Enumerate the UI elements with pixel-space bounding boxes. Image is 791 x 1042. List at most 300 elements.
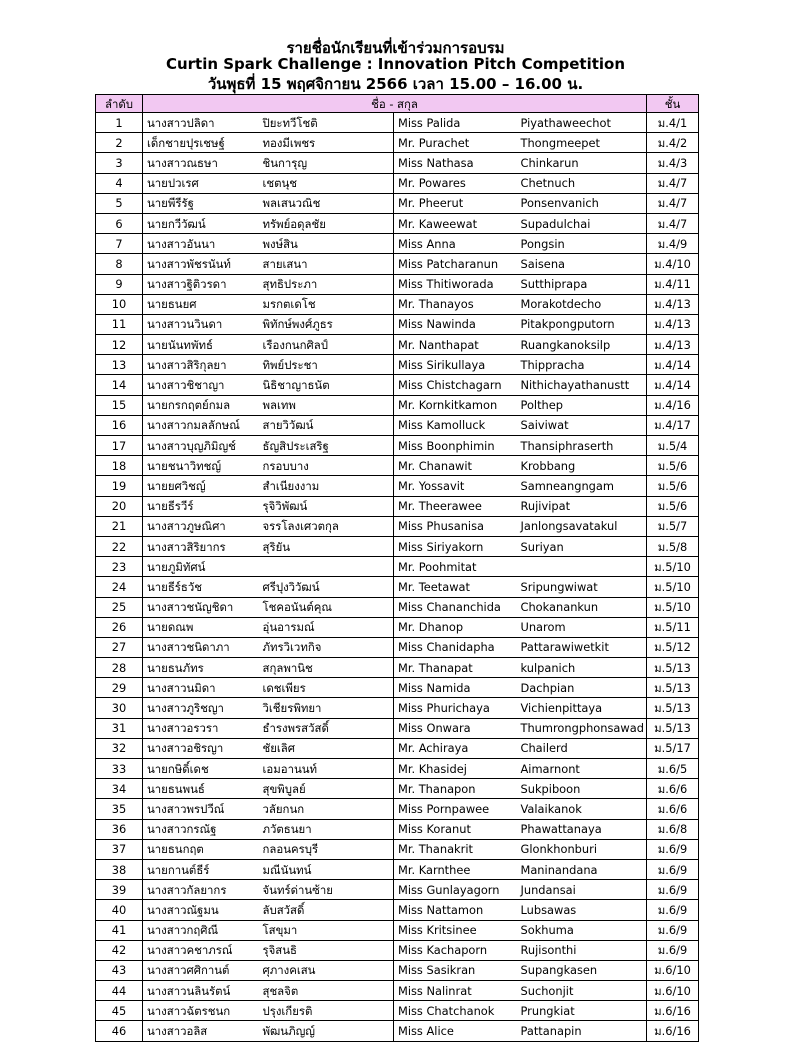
table-row [96, 859, 699, 879]
thai-first-name: นายนันทพัทธ์ [143, 335, 259, 355]
english-first-name: Miss Koranut [394, 819, 517, 839]
english-first-name: Mr. Kaweewat [394, 213, 517, 233]
thai-first-name: นางสาวชิชาญา [143, 375, 259, 395]
order-number: 37 [96, 839, 143, 859]
thai-last-name: สายวิวัฒน์ [259, 415, 394, 435]
thai-last-name: ลับสวัสดิ์ [259, 900, 394, 920]
table-row [96, 940, 699, 960]
english-last-name: Thansiphraserth [517, 436, 647, 456]
class-level: ม.5/6 [647, 476, 699, 496]
class-level: ม.4/13 [647, 294, 699, 314]
english-first-name: Mr. Chanawit [394, 456, 517, 476]
english-first-name: Miss Phurichaya [394, 698, 517, 718]
table-row [96, 314, 699, 334]
class-level: ม.5/10 [647, 597, 699, 617]
class-level: ม.6/6 [647, 799, 699, 819]
thai-first-name: นางสาวอรวรา [143, 718, 259, 738]
thai-last-name: สุขพิบูลย์ [259, 779, 394, 799]
thai-first-name: นายชนาวิทชญ์ [143, 456, 259, 476]
english-last-name: Piyathaweechot [517, 113, 647, 133]
thai-last-name: ทองมีเพชร [259, 133, 394, 153]
table-row [96, 960, 699, 980]
english-first-name: Miss Kritsinee [394, 920, 517, 940]
thai-first-name: นางสาวสิริยากร [143, 536, 259, 556]
thai-first-name: นายภูมิทัศน์ [143, 557, 259, 577]
english-first-name: Miss Chananchida [394, 597, 517, 617]
thai-last-name: มรกตเดโช [259, 294, 394, 314]
thai-last-name: พิทักษ์พงศ์ภูธร [259, 314, 394, 334]
table-row [96, 617, 699, 637]
class-level: ม.4/13 [647, 335, 699, 355]
english-first-name: Mr. Thanayos [394, 294, 517, 314]
class-level: ม.4/14 [647, 355, 699, 375]
class-level: ม.4/1 [647, 113, 699, 133]
table-row [96, 738, 699, 758]
thai-last-name: สุชลจิต [259, 981, 394, 1001]
class-level: ม.6/16 [647, 1001, 699, 1021]
thai-first-name: นางสาวอลิส [143, 1021, 259, 1041]
english-first-name: Mr. Purachet [394, 133, 517, 153]
class-level: ม.4/7 [647, 193, 699, 213]
order-number: 41 [96, 920, 143, 940]
order-number: 46 [96, 1021, 143, 1041]
order-number: 18 [96, 456, 143, 476]
table-row [96, 415, 699, 435]
order-number: 15 [96, 395, 143, 415]
thai-last-name: พลเทพ [259, 395, 394, 415]
thai-first-name: นายกษิดิ์เดช [143, 759, 259, 779]
english-last-name: Thumrongphonsawad [517, 718, 647, 738]
table-row [96, 496, 699, 516]
thai-last-name: ภวัตธนยา [259, 819, 394, 839]
thai-first-name: นายยศวิชญ์ [143, 476, 259, 496]
english-last-name: Valaikanok [517, 799, 647, 819]
order-number: 42 [96, 940, 143, 960]
english-first-name: Mr. Khasidej [394, 759, 517, 779]
thai-first-name: นางสาวภูริชญา [143, 698, 259, 718]
thai-first-name: นางสาวกฤศิณี [143, 920, 259, 940]
thai-last-name: กรอบบาง [259, 456, 394, 476]
thai-first-name: นางสาวนลินรัตน์ [143, 981, 259, 1001]
table-row [96, 173, 699, 193]
thai-last-name: อุ่นอารมณ์ [259, 617, 394, 637]
english-last-name: Chetnuch [517, 173, 647, 193]
table-row [96, 678, 699, 698]
english-first-name: Miss Kamolluck [394, 415, 517, 435]
thai-last-name: โสขุมา [259, 920, 394, 940]
thai-first-name: นางสาวกรณัฐ [143, 819, 259, 839]
thai-first-name: นายปวเรศ [143, 173, 259, 193]
class-level: ม.5/6 [647, 456, 699, 476]
english-first-name: Miss Onwara [394, 718, 517, 738]
table-row [96, 839, 699, 859]
thai-first-name: นายธีร์ธวัช [143, 577, 259, 597]
english-last-name: Janlongsavatakul [517, 516, 647, 536]
class-level: ม.4/13 [647, 314, 699, 334]
thai-first-name: นายกานต์ธีร์ [143, 859, 259, 879]
table-row [96, 113, 699, 133]
thai-last-name: เดชเพียร [259, 678, 394, 698]
table-row [96, 880, 699, 900]
table-row [96, 819, 699, 839]
english-first-name: Miss Kachaporn [394, 940, 517, 960]
table-row [96, 557, 699, 577]
class-level: ม.6/9 [647, 920, 699, 940]
order-number: 19 [96, 476, 143, 496]
english-last-name: Glonkhonburi [517, 839, 647, 859]
english-first-name: Miss Palida [394, 113, 517, 133]
order-number: 8 [96, 254, 143, 274]
class-level: ม.6/10 [647, 960, 699, 980]
table-row [96, 294, 699, 314]
english-first-name: Miss Pornpawee [394, 799, 517, 819]
english-last-name: Pattanapin [517, 1021, 647, 1041]
thai-last-name: สำเนียงงาม [259, 476, 394, 496]
thai-first-name: นางสาวชนัญชิดา [143, 597, 259, 617]
class-level: ม.4/11 [647, 274, 699, 294]
thai-last-name: พลเสนวณิช [259, 193, 394, 213]
order-number: 4 [96, 173, 143, 193]
thai-last-name: วลัยกนก [259, 799, 394, 819]
order-number: 29 [96, 678, 143, 698]
table-row [96, 698, 699, 718]
thai-first-name: นางสาวณัฐมน [143, 900, 259, 920]
english-first-name: Mr. Karnthee [394, 859, 517, 879]
order-number: 10 [96, 294, 143, 314]
english-first-name: Mr. Thanapat [394, 658, 517, 678]
english-last-name: Ponsenvanich [517, 193, 647, 213]
english-first-name: Mr. Kornkitkamon [394, 395, 517, 415]
thai-first-name: นายธนกฤต [143, 839, 259, 859]
english-last-name: Unarom [517, 617, 647, 637]
english-first-name: Mr. Powares [394, 173, 517, 193]
order-number: 35 [96, 799, 143, 819]
thai-last-name: ภัทรวิเวทกิจ [259, 637, 394, 657]
order-number: 2 [96, 133, 143, 153]
english-last-name: Sripungwiwat [517, 577, 647, 597]
table-row [96, 375, 699, 395]
thai-first-name: นางสาวบุญภิมิญช์ [143, 436, 259, 456]
thai-first-name: นายกวีวัฒน์ [143, 213, 259, 233]
thai-first-name: นางสาวชนิดาภา [143, 637, 259, 657]
class-level: ม.6/10 [647, 981, 699, 1001]
thai-first-name: นางสาวปลิดา [143, 113, 259, 133]
class-level: ม.5/13 [647, 718, 699, 738]
thai-first-name: นางสาวนวินดา [143, 314, 259, 334]
thai-first-name: นายธนพนธ์ [143, 779, 259, 799]
table-row [96, 274, 699, 294]
english-last-name: Krobbang [517, 456, 647, 476]
table-row [96, 779, 699, 799]
class-level: ม.6/9 [647, 880, 699, 900]
thai-last-name: สุริยัน [259, 536, 394, 556]
order-number: 3 [96, 153, 143, 173]
table-row [96, 133, 699, 153]
thai-last-name [259, 557, 394, 577]
english-last-name: Saisena [517, 254, 647, 274]
thai-first-name: นายธนภัทร [143, 658, 259, 678]
table-row [96, 516, 699, 536]
english-last-name: Ruangkanoksilp [517, 335, 647, 355]
english-last-name: Thippracha [517, 355, 647, 375]
english-last-name: Maninandana [517, 859, 647, 879]
thai-last-name: ศุภางคเสน [259, 960, 394, 980]
english-last-name: Sutthiprapa [517, 274, 647, 294]
order-number: 22 [96, 536, 143, 556]
table-row [96, 718, 699, 738]
table-row [96, 456, 699, 476]
event-name: Curtin Spark Challenge : Innovation Pitch Competition [165, 55, 626, 73]
english-last-name: kulpanich [517, 658, 647, 678]
class-level: ม.5/4 [647, 436, 699, 456]
thai-last-name: มณีนันทน์ [259, 859, 394, 879]
table-row [96, 193, 699, 213]
thai-last-name: สกุลพานิช [259, 658, 394, 678]
table-row [96, 536, 699, 556]
thai-first-name: นางสาวพัชรนันท์ [143, 254, 259, 274]
thai-first-name: นายดณพ [143, 617, 259, 637]
english-last-name: Polthep [517, 395, 647, 415]
english-last-name: Chokanankun [517, 597, 647, 617]
order-number: 7 [96, 234, 143, 254]
english-last-name: Supadulchai [517, 213, 647, 233]
order-number: 14 [96, 375, 143, 395]
class-level: ม.4/7 [647, 213, 699, 233]
header-order-number: ลำดับ [96, 95, 143, 113]
thai-first-name: นางสาวกมลลักษณ์ [143, 415, 259, 435]
class-level: ม.6/9 [647, 940, 699, 960]
class-level: ม.6/16 [647, 1021, 699, 1041]
english-first-name: Miss Nawinda [394, 314, 517, 334]
class-level: ม.4/16 [647, 395, 699, 415]
thai-last-name: สายเสนา [259, 254, 394, 274]
table-row [96, 658, 699, 678]
english-first-name: Mr. Thanakrit [394, 839, 517, 859]
thai-last-name: เรืองกนกศิลป์ [259, 335, 394, 355]
english-last-name: Phawattanaya [517, 819, 647, 839]
order-number: 43 [96, 960, 143, 980]
english-last-name: Prungkiat [517, 1001, 647, 1021]
english-last-name: Saiviwat [517, 415, 647, 435]
thai-last-name: พัฒนภิญญ์ [259, 1021, 394, 1041]
english-first-name: Miss Nattamon [394, 900, 517, 920]
event-date-time: วันพุธที่ 15 พฤศจิกายน 2566 เวลา 15.00 – 16.00 น. [207, 75, 584, 93]
order-number: 24 [96, 577, 143, 597]
thai-first-name: นางสาวพรปวีณ์ [143, 799, 259, 819]
thai-last-name: ทิพย์ประชา [259, 355, 394, 375]
english-last-name: Thongmeepet [517, 133, 647, 153]
class-level: ม.5/13 [647, 678, 699, 698]
order-number: 1 [96, 113, 143, 133]
english-first-name: Miss Gunlayagorn [394, 880, 517, 900]
english-last-name: Sokhuma [517, 920, 647, 940]
class-level: ม.4/3 [647, 153, 699, 173]
english-first-name: Mr. Teetawat [394, 577, 517, 597]
english-first-name: Mr. Theerawee [394, 496, 517, 516]
thai-last-name: รุจิสนธิ [259, 940, 394, 960]
document-title: รายชื่อนักเรียนที่เข้าร่วมการอบรม [286, 39, 505, 57]
class-level: ม.4/2 [647, 133, 699, 153]
class-level: ม.4/9 [647, 234, 699, 254]
class-level: ม.5/6 [647, 496, 699, 516]
order-number: 12 [96, 335, 143, 355]
thai-last-name: สุทธิประภา [259, 274, 394, 294]
english-last-name: Sukpiboon [517, 779, 647, 799]
class-level: ม.5/10 [647, 557, 699, 577]
class-level: ม.5/10 [647, 577, 699, 597]
english-last-name: Supangkasen [517, 960, 647, 980]
english-last-name: Chailerd [517, 738, 647, 758]
english-first-name: Miss Siriyakorn [394, 536, 517, 556]
table-row [96, 476, 699, 496]
order-number: 40 [96, 900, 143, 920]
english-first-name: Mr. Yossavit [394, 476, 517, 496]
table-row [96, 355, 699, 375]
thai-first-name: นายกรกฤตย์กมล [143, 395, 259, 415]
order-number: 34 [96, 779, 143, 799]
thai-first-name: เด็กชายปุรเชษฐ์ [143, 133, 259, 153]
thai-first-name: นางสาวกัลยากร [143, 880, 259, 900]
english-first-name: Miss Alice [394, 1021, 517, 1041]
thai-first-name: นางสาวอชิรญา [143, 738, 259, 758]
english-first-name: Miss Phusanisa [394, 516, 517, 536]
english-first-name: Mr. Nanthapat [394, 335, 517, 355]
english-last-name: Pitakpongputorn [517, 314, 647, 334]
table-row [96, 1001, 699, 1021]
thai-first-name: นางสาวคชาภรณ์ [143, 940, 259, 960]
english-first-name: Miss Thitiworada [394, 274, 517, 294]
order-number: 38 [96, 859, 143, 879]
order-number: 6 [96, 213, 143, 233]
table-row [96, 920, 699, 940]
english-last-name: Dachpian [517, 678, 647, 698]
order-number: 26 [96, 617, 143, 637]
thai-last-name: กลอนครบุรี [259, 839, 394, 859]
table-row [96, 234, 699, 254]
english-last-name: Lubsawas [517, 900, 647, 920]
table-row [96, 637, 699, 657]
table-row [96, 213, 699, 233]
table-header-row [96, 95, 699, 113]
english-first-name: Mr. Achiraya [394, 738, 517, 758]
class-level: ม.5/12 [647, 637, 699, 657]
thai-first-name: นายพีรีรัฐ [143, 193, 259, 213]
order-number: 27 [96, 637, 143, 657]
order-number: 33 [96, 759, 143, 779]
class-level: ม.6/6 [647, 779, 699, 799]
english-last-name: Aimarnont [517, 759, 647, 779]
header-class: ชั้น [647, 95, 699, 113]
order-number: 30 [96, 698, 143, 718]
english-last-name: Suriyan [517, 536, 647, 556]
english-first-name: Miss Sirikullaya [394, 355, 517, 375]
class-level: ม.6/5 [647, 759, 699, 779]
table-row [96, 759, 699, 779]
english-first-name: Miss Chistchagarn [394, 375, 517, 395]
student-roster-table [95, 94, 699, 1042]
order-number: 25 [96, 597, 143, 617]
order-number: 5 [96, 193, 143, 213]
thai-first-name: นางสาวฉัตรชนก [143, 1001, 259, 1021]
english-first-name: Miss Nathasa [394, 153, 517, 173]
class-level: ม.5/8 [647, 536, 699, 556]
thai-first-name: นางสาวภูษณิศา [143, 516, 259, 536]
thai-last-name: ธัญสิประเสริฐ [259, 436, 394, 456]
thai-last-name: ปิยะทวีโชติ [259, 113, 394, 133]
class-level: ม.5/13 [647, 658, 699, 678]
class-level: ม.4/17 [647, 415, 699, 435]
order-number: 23 [96, 557, 143, 577]
english-first-name: Mr. Dhanop [394, 617, 517, 637]
english-last-name: Nithichayathanustt [517, 375, 647, 395]
table-row [96, 981, 699, 1001]
table-row [96, 900, 699, 920]
class-level: ม.5/13 [647, 698, 699, 718]
class-level: ม.6/8 [647, 819, 699, 839]
class-level: ม.4/14 [647, 375, 699, 395]
english-last-name: Suchonjit [517, 981, 647, 1001]
table-row [96, 597, 699, 617]
english-first-name: Miss Chatchanok [394, 1001, 517, 1021]
order-number: 36 [96, 819, 143, 839]
table-row [96, 436, 699, 456]
thai-last-name: ชินการุญ [259, 153, 394, 173]
order-number: 45 [96, 1001, 143, 1021]
order-number: 21 [96, 516, 143, 536]
english-last-name: Jundansai [517, 880, 647, 900]
class-level: ม.6/9 [647, 839, 699, 859]
english-first-name: Mr. Pheerut [394, 193, 517, 213]
english-last-name: Pattarawiwetkit [517, 637, 647, 657]
thai-first-name: นายธีรวีร์ [143, 496, 259, 516]
english-last-name [517, 557, 647, 577]
thai-last-name: จรรโลงเศวตกุล [259, 516, 394, 536]
thai-first-name: นางสาวอันนา [143, 234, 259, 254]
order-number: 11 [96, 314, 143, 334]
class-level: ม.4/7 [647, 173, 699, 193]
thai-last-name: เอมอานนท์ [259, 759, 394, 779]
order-number: 9 [96, 274, 143, 294]
thai-first-name: นางสาวสิริกุลยา [143, 355, 259, 375]
thai-first-name: นายธนยศ [143, 294, 259, 314]
english-last-name: Rujivipat [517, 496, 647, 516]
header-full-name: ชื่อ - สกุล [143, 95, 647, 113]
english-first-name: Miss Namida [394, 678, 517, 698]
thai-last-name: ปรุงเกียรติ [259, 1001, 394, 1021]
english-last-name: Pongsin [517, 234, 647, 254]
thai-last-name: นิธิชาญาธนัต [259, 375, 394, 395]
class-level: ม.5/7 [647, 516, 699, 536]
thai-last-name: ศรีปุงวิวัฒน์ [259, 577, 394, 597]
english-last-name: Samneangngam [517, 476, 647, 496]
thai-last-name: ธำรงพรสวัสดิ์ [259, 718, 394, 738]
order-number: 13 [96, 355, 143, 375]
class-level: ม.5/17 [647, 738, 699, 758]
thai-last-name: รุจิวิพัฒน์ [259, 496, 394, 516]
english-last-name: Vichienpittaya [517, 698, 647, 718]
order-number: 16 [96, 415, 143, 435]
thai-first-name: นางสาวฐิติวรดา [143, 274, 259, 294]
thai-first-name: นางสาวณธษา [143, 153, 259, 173]
thai-last-name: เชตนุช [259, 173, 394, 193]
order-number: 32 [96, 738, 143, 758]
english-first-name: Miss Boonphimin [394, 436, 517, 456]
class-level: ม.6/9 [647, 859, 699, 879]
class-level: ม.6/9 [647, 900, 699, 920]
english-first-name: Miss Nalinrat [394, 981, 517, 1001]
english-first-name: Miss Patcharanun [394, 254, 517, 274]
table-row [96, 335, 699, 355]
